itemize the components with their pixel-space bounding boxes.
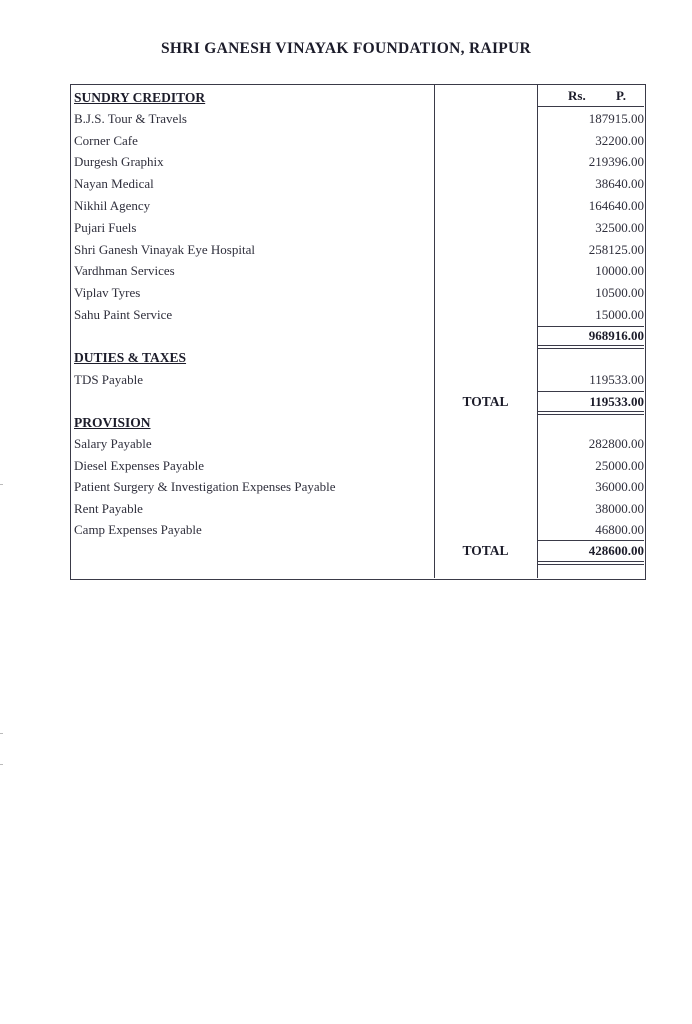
ledger-item-label: Shri Ganesh Vinayak Eye Hospital bbox=[74, 242, 255, 257]
section-heading-duties-taxes: DUTIES & TAXES bbox=[74, 350, 187, 365]
section-heading-provision: PROVISION bbox=[74, 415, 151, 430]
ledger-item-amount: 10500.00 bbox=[595, 285, 644, 300]
ledger-item-label: Nikhil Agency bbox=[74, 198, 151, 213]
ledger-item-amount: 32500.00 bbox=[595, 220, 644, 235]
ledger-item-label: Diesel Expenses Payable bbox=[74, 458, 204, 473]
rupees-column-header: Rs. bbox=[568, 88, 586, 103]
ledger-item-label: Corner Cafe bbox=[74, 133, 138, 148]
ledger-item-label: Rent Payable bbox=[74, 501, 143, 516]
section-heading-sundry-creditor: SUNDRY CREDITOR bbox=[74, 90, 206, 105]
ledger-item-label: TDS Payable bbox=[74, 372, 143, 387]
column-divider-amount bbox=[537, 84, 538, 578]
paise-column-header: P. bbox=[616, 88, 626, 103]
total-rule-top bbox=[537, 540, 644, 541]
scan-mark bbox=[0, 733, 3, 734]
scan-mark bbox=[0, 484, 3, 485]
ledger-item-amount: 282800.00 bbox=[588, 436, 644, 451]
ledger-item-label: Salary Payable bbox=[74, 436, 152, 451]
total-rule-double-1 bbox=[537, 345, 644, 346]
ledger-item-amount: 10000.00 bbox=[595, 263, 644, 278]
total-rule-double-2 bbox=[537, 414, 644, 415]
ledger-item-amount: 38640.00 bbox=[595, 176, 644, 191]
total-label: TOTAL bbox=[462, 543, 509, 558]
section-total-amount: 428600.00 bbox=[588, 543, 644, 558]
total-rule-double-2 bbox=[537, 348, 644, 349]
column-divider-middle bbox=[434, 84, 435, 578]
ledger-item-label: Durgesh Graphix bbox=[74, 154, 164, 169]
ledger-item-amount: 46800.00 bbox=[595, 522, 644, 537]
ledger-item-amount: 25000.00 bbox=[595, 458, 644, 473]
ledger-item-amount: 164640.00 bbox=[588, 198, 644, 213]
ledger-item-label: Patient Surgery & Investigation Expenses Payable bbox=[74, 479, 336, 494]
total-rule-top bbox=[537, 391, 644, 392]
ledger-item-label: Sahu Paint Service bbox=[74, 307, 173, 322]
ledger-item-label: Nayan Medical bbox=[74, 176, 154, 191]
header-divider bbox=[537, 106, 644, 107]
scan-mark bbox=[0, 764, 3, 765]
ledger-item-amount: 36000.00 bbox=[595, 479, 644, 494]
ledger-item-label: B.J.S. Tour & Travels bbox=[74, 111, 187, 126]
total-rule-double-2 bbox=[537, 564, 644, 565]
ledger-item-label: Pujari Fuels bbox=[74, 220, 137, 235]
total-rule-double-1 bbox=[537, 411, 644, 412]
total-rule-top bbox=[537, 326, 644, 327]
total-label: TOTAL bbox=[462, 394, 509, 409]
ledger-item-amount: 258125.00 bbox=[588, 242, 644, 257]
ledger-item-amount: 38000.00 bbox=[595, 501, 644, 516]
ledger-item-amount: 219396.00 bbox=[588, 154, 644, 169]
ledger-item-label: Vardhman Services bbox=[74, 263, 175, 278]
total-rule-double-1 bbox=[537, 561, 644, 562]
ledger-item-amount: 119533.00 bbox=[589, 372, 644, 387]
ledger-item-amount: 187915.00 bbox=[588, 111, 644, 126]
ledger-item-label: Viplav Tyres bbox=[74, 285, 141, 300]
ledger-item-label: Camp Expenses Payable bbox=[74, 522, 202, 537]
section-total-amount: 119533.00 bbox=[589, 394, 644, 409]
section-total-amount: 968916.00 bbox=[588, 328, 644, 343]
page-title: SHRI GANESH VINAYAK FOUNDATION, RAIPUR bbox=[160, 40, 532, 57]
ledger-item-amount: 32200.00 bbox=[595, 133, 644, 148]
ledger-item-amount: 15000.00 bbox=[595, 307, 644, 322]
